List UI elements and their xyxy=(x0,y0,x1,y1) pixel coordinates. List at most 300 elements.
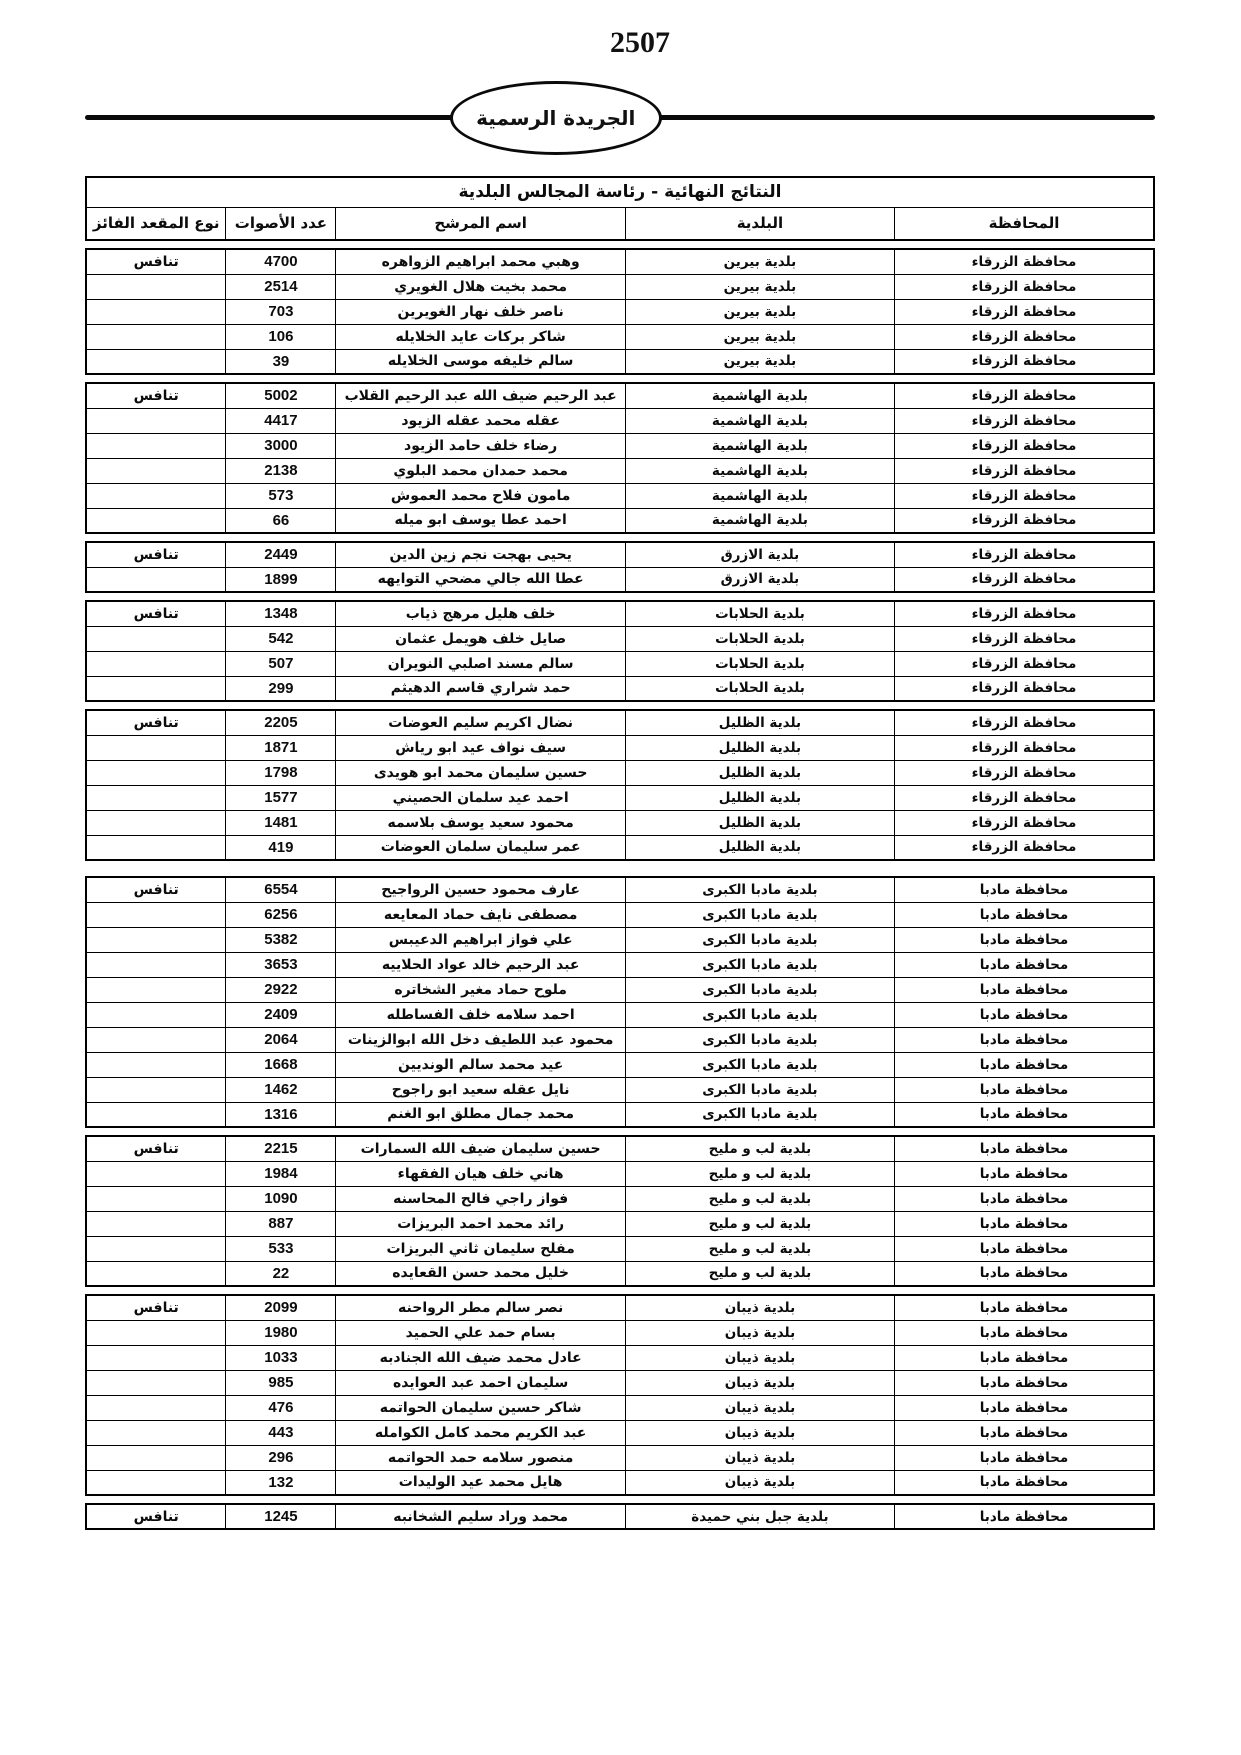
municipality-cell: بلدية مادبا الكبرى xyxy=(625,1002,894,1027)
municipality-group xyxy=(85,600,1155,702)
candidate-cell: محمود سعيد يوسف بلاسمه xyxy=(336,810,625,835)
result-row xyxy=(86,676,1154,701)
governorate-cell: محافظة مادبا xyxy=(894,1345,1154,1370)
votes-cell: 22 xyxy=(226,1261,336,1286)
governorate-cell: محافظة مادبا xyxy=(894,1320,1154,1345)
governorate-cell: محافظة الزرقاء xyxy=(894,785,1154,810)
governorate-cell: محافظة مادبا xyxy=(894,1077,1154,1102)
municipality-group xyxy=(85,382,1155,534)
governorate-cell: محافظة الزرقاء xyxy=(894,651,1154,676)
candidate-cell: خلف هليل مرهج ذياب xyxy=(336,601,625,626)
municipality-cell: بلدية الهاشمية xyxy=(625,408,894,433)
seat-type-cell xyxy=(86,1002,226,1027)
governorate-cell: محافظة مادبا xyxy=(894,1420,1154,1445)
result-row xyxy=(86,760,1154,785)
municipality-cell: بلدية الحلابات xyxy=(625,651,894,676)
col-header-governorate: المحافظة xyxy=(894,207,1154,240)
result-row xyxy=(86,483,1154,508)
governorate-cell: محافظة مادبا xyxy=(894,902,1154,927)
governorate-cell: محافظة الزرقاء xyxy=(894,835,1154,860)
votes-cell: 2514 xyxy=(226,274,336,299)
candidate-cell: علي فواز ابراهيم الدعيبس xyxy=(336,927,625,952)
municipality-cell: بلدية لب و مليح xyxy=(625,1186,894,1211)
gazette-title: الجريدة الرسمية xyxy=(476,106,636,130)
municipality-cell: بلدية مادبا الكبرى xyxy=(625,902,894,927)
governorate-cell: محافظة مادبا xyxy=(894,1102,1154,1127)
seat-type-cell xyxy=(86,651,226,676)
seat-type-cell xyxy=(86,1261,226,1286)
result-row xyxy=(86,249,1154,274)
result-row xyxy=(86,1395,1154,1420)
seat-type-cell xyxy=(86,1052,226,1077)
candidate-cell: عيد محمد سالم الونديين xyxy=(336,1052,625,1077)
governorate-cell: محافظة الزرقاء xyxy=(894,274,1154,299)
candidate-cell: نضال اكريم سليم العوضات xyxy=(336,710,625,735)
municipality-group xyxy=(85,1503,1155,1530)
municipality-cell: بلدية الظليل xyxy=(625,785,894,810)
seat-type-cell xyxy=(86,1027,226,1052)
governorate-cell: محافظة الزرقاء xyxy=(894,760,1154,785)
result-row xyxy=(86,1236,1154,1261)
governorate-cell: محافظة مادبا xyxy=(894,1445,1154,1470)
seat-type-cell xyxy=(86,735,226,760)
votes-cell: 2205 xyxy=(226,710,336,735)
municipality-cell: بلدية لب و مليح xyxy=(625,1161,894,1186)
votes-cell: 887 xyxy=(226,1211,336,1236)
governorate-cell: محافظة الزرقاء xyxy=(894,383,1154,408)
candidate-cell: نصر سالم مطر الرواحنه xyxy=(336,1295,625,1320)
governorate-cell: محافظة الزرقاء xyxy=(894,542,1154,567)
votes-cell: 443 xyxy=(226,1420,336,1445)
municipality-cell: بلدية الهاشمية xyxy=(625,433,894,458)
candidate-cell: رائد محمد احمد البريزات xyxy=(336,1211,625,1236)
municipality-cell: بلدية الازرق xyxy=(625,567,894,592)
result-row xyxy=(86,1295,1154,1320)
governorate-cell: محافظة الزرقاء xyxy=(894,324,1154,349)
result-row xyxy=(86,626,1154,651)
seat-type-cell xyxy=(86,1370,226,1395)
votes-cell: 1899 xyxy=(226,567,336,592)
governorate-cell: محافظة الزرقاء xyxy=(894,483,1154,508)
governorate-cell: محافظة الزرقاء xyxy=(894,249,1154,274)
seat-type-cell xyxy=(86,458,226,483)
seat-type-cell xyxy=(86,1186,226,1211)
municipality-cell: بلدية الظليل xyxy=(625,810,894,835)
municipality-cell: بلدية الهاشمية xyxy=(625,383,894,408)
result-row xyxy=(86,710,1154,735)
candidate-cell: احمد سلامه خلف الفساطله xyxy=(336,1002,625,1027)
municipality-cell: بلدية جبل بني حميدة xyxy=(625,1504,894,1529)
result-row xyxy=(86,952,1154,977)
results-header-table xyxy=(85,176,1155,241)
governorate-cell: محافظة مادبا xyxy=(894,1211,1154,1236)
municipality-cell: بلدية ذيبان xyxy=(625,1470,894,1495)
votes-cell: 2064 xyxy=(226,1027,336,1052)
result-row xyxy=(86,1102,1154,1127)
governorate-cell: محافظة الزرقاء xyxy=(894,710,1154,735)
candidate-cell: سالم خليفه موسى الخلايله xyxy=(336,349,625,374)
candidate-cell: سيف نواف عيد ابو رياش xyxy=(336,735,625,760)
votes-cell: 1668 xyxy=(226,1052,336,1077)
municipality-cell: بلدية الظليل xyxy=(625,735,894,760)
candidate-cell: ناصر خلف نهار الغويرين xyxy=(336,299,625,324)
municipality-cell: بلدية لب و مليح xyxy=(625,1211,894,1236)
result-row xyxy=(86,1420,1154,1445)
votes-cell: 1316 xyxy=(226,1102,336,1127)
table-groups xyxy=(85,248,1155,1530)
votes-cell: 299 xyxy=(226,676,336,701)
municipality-cell: بلدية ذيبان xyxy=(625,1320,894,1345)
candidate-cell: محمد جمال مطلق ابو الغنم xyxy=(336,1102,625,1127)
governorate-cell: محافظة مادبا xyxy=(894,1470,1154,1495)
votes-cell: 4417 xyxy=(226,408,336,433)
table-title-row xyxy=(86,177,1154,207)
candidate-cell: عادل محمد ضيف الله الجنادبه xyxy=(336,1345,625,1370)
seat-type-cell xyxy=(86,927,226,952)
gazette-logo xyxy=(450,81,662,155)
governorate-cell: محافظة الزرقاء xyxy=(894,349,1154,374)
municipality-cell: بلدية ذيبان xyxy=(625,1370,894,1395)
candidate-cell: حسين سليمان محمد ابو هويدى xyxy=(336,760,625,785)
votes-cell: 5002 xyxy=(226,383,336,408)
municipality-cell: بلدية مادبا الكبرى xyxy=(625,977,894,1002)
table-title: النتائج النهائية - رئاسة المجالس البلدية xyxy=(86,177,1154,207)
governorate-cell: محافظة مادبا xyxy=(894,1002,1154,1027)
municipality-group xyxy=(85,709,1155,861)
votes-cell: 6256 xyxy=(226,902,336,927)
seat-type-cell: تنافس xyxy=(86,877,226,902)
governorate-cell: محافظة الزرقاء xyxy=(894,408,1154,433)
table-header-row xyxy=(86,207,1154,240)
candidate-cell: عقله محمد عقله الزيود xyxy=(336,408,625,433)
municipality-cell: بلدية بيرين xyxy=(625,299,894,324)
seat-type-cell xyxy=(86,676,226,701)
candidate-cell: عطا الله جالي مضحي التوايهه xyxy=(336,567,625,592)
col-header-candidate: اسم المرشح xyxy=(336,207,625,240)
candidate-cell: بسام حمد علي الحميد xyxy=(336,1320,625,1345)
municipality-group xyxy=(85,1135,1155,1287)
candidate-cell: عبد الكريم محمد كامل الكوامله xyxy=(336,1420,625,1445)
candidate-cell: حمد شراري قاسم الدهيثم xyxy=(336,676,625,701)
col-header-votes: عدد الأصوات xyxy=(226,207,336,240)
governorate-cell: محافظة الزرقاء xyxy=(894,458,1154,483)
governorate-cell: محافظة مادبا xyxy=(894,927,1154,952)
votes-cell: 2099 xyxy=(226,1295,336,1320)
result-row xyxy=(86,1445,1154,1470)
votes-cell: 3000 xyxy=(226,433,336,458)
governorate-cell: محافظة الزرقاء xyxy=(894,601,1154,626)
candidate-cell: عبد الرحيم خالد عواد الحلاييه xyxy=(336,952,625,977)
seat-type-cell xyxy=(86,810,226,835)
result-row xyxy=(86,567,1154,592)
seat-type-cell: تنافس xyxy=(86,710,226,735)
governorate-cell: محافظة الزرقاء xyxy=(894,299,1154,324)
seat-type-cell xyxy=(86,952,226,977)
seat-type-cell xyxy=(86,299,226,324)
municipality-cell: بلدية ذيبان xyxy=(625,1345,894,1370)
seat-type-cell: تنافس xyxy=(86,1504,226,1529)
seat-type-cell: تنافس xyxy=(86,249,226,274)
votes-cell: 5382 xyxy=(226,927,336,952)
result-row xyxy=(86,1027,1154,1052)
votes-cell: 1348 xyxy=(226,601,336,626)
col-header-seat-type: نوع المقعد الفائز xyxy=(86,207,226,240)
governorate-cell: محافظة مادبا xyxy=(894,1504,1154,1529)
candidate-cell: عارف محمود حسين الرواجيح xyxy=(336,877,625,902)
candidate-cell: خليل محمد حسن القعايده xyxy=(336,1261,625,1286)
municipality-cell: بلدية مادبا الكبرى xyxy=(625,1077,894,1102)
municipality-cell: بلدية ذيبان xyxy=(625,1395,894,1420)
municipality-cell: بلدية ذيبان xyxy=(625,1420,894,1445)
votes-cell: 2138 xyxy=(226,458,336,483)
votes-cell: 66 xyxy=(226,508,336,533)
votes-cell: 1798 xyxy=(226,760,336,785)
candidate-cell: مفلح سليمان ثاني البريزات xyxy=(336,1236,625,1261)
result-row xyxy=(86,349,1154,374)
municipality-cell: بلدية الازرق xyxy=(625,542,894,567)
result-row xyxy=(86,542,1154,567)
governorate-cell: محافظة مادبا xyxy=(894,952,1154,977)
governorate-cell: محافظة مادبا xyxy=(894,1027,1154,1052)
result-row xyxy=(86,1504,1154,1529)
governorate-cell: محافظة مادبا xyxy=(894,877,1154,902)
result-row xyxy=(86,383,1154,408)
governorate-cell: محافظة مادبا xyxy=(894,1295,1154,1320)
votes-cell: 1984 xyxy=(226,1161,336,1186)
candidate-cell: مصطفى نايف حماد المعايعه xyxy=(336,902,625,927)
seat-type-cell xyxy=(86,408,226,433)
candidate-cell: صايل خلف هويمل عثمان xyxy=(336,626,625,651)
municipality-cell: بلدية بيرين xyxy=(625,274,894,299)
result-row xyxy=(86,835,1154,860)
municipality-cell: بلدية الحلابات xyxy=(625,626,894,651)
governorate-cell: محافظة الزرقاء xyxy=(894,626,1154,651)
seat-type-cell xyxy=(86,1320,226,1345)
seat-type-cell xyxy=(86,1211,226,1236)
votes-cell: 1871 xyxy=(226,735,336,760)
seat-type-cell xyxy=(86,349,226,374)
municipality-cell: بلدية الحلابات xyxy=(625,676,894,701)
seat-type-cell xyxy=(86,324,226,349)
votes-cell: 1481 xyxy=(226,810,336,835)
candidate-cell: سالم مسند اصلبي النويران xyxy=(336,651,625,676)
result-row xyxy=(86,651,1154,676)
candidate-cell: شاكر حسين سليمان الحواتمه xyxy=(336,1395,625,1420)
result-row xyxy=(86,1077,1154,1102)
candidate-cell: محمد حمدان محمد البلوي xyxy=(336,458,625,483)
governorate-cell: محافظة مادبا xyxy=(894,977,1154,1002)
seat-type-cell xyxy=(86,835,226,860)
result-row xyxy=(86,977,1154,1002)
seat-type-cell xyxy=(86,433,226,458)
votes-cell: 1245 xyxy=(226,1504,336,1529)
municipality-group xyxy=(85,876,1155,1128)
seat-type-cell xyxy=(86,1161,226,1186)
municipality-cell: بلدية لب و مليح xyxy=(625,1236,894,1261)
seat-type-cell xyxy=(86,567,226,592)
result-row xyxy=(86,299,1154,324)
votes-cell: 6554 xyxy=(226,877,336,902)
votes-cell: 3653 xyxy=(226,952,336,977)
votes-cell: 985 xyxy=(226,1370,336,1395)
governorate-cell: محافظة مادبا xyxy=(894,1261,1154,1286)
candidate-cell: مامون فلاح محمد العموش xyxy=(336,483,625,508)
municipality-cell: بلدية مادبا الكبرى xyxy=(625,1027,894,1052)
seat-type-cell xyxy=(86,785,226,810)
municipality-cell: بلدية الظليل xyxy=(625,835,894,860)
votes-cell: 4700 xyxy=(226,249,336,274)
governorate-cell: محافظة الزرقاء xyxy=(894,810,1154,835)
candidate-cell: شاكر بركات عايد الخلايله xyxy=(336,324,625,349)
governorate-cell: محافظة الزرقاء xyxy=(894,567,1154,592)
municipality-cell: بلدية الظليل xyxy=(625,710,894,735)
candidate-cell: يحيى بهجت نجم زين الدين xyxy=(336,542,625,567)
governorate-cell: محافظة مادبا xyxy=(894,1370,1154,1395)
candidate-cell: رضاء خلف حامد الزيود xyxy=(336,433,625,458)
result-row xyxy=(86,785,1154,810)
result-row xyxy=(86,601,1154,626)
municipality-cell: بلدية الظليل xyxy=(625,760,894,785)
seat-type-cell xyxy=(86,902,226,927)
municipality-cell: بلدية الهاشمية xyxy=(625,458,894,483)
col-header-municipality: البلدية xyxy=(625,207,894,240)
result-row xyxy=(86,1320,1154,1345)
municipality-cell: بلدية مادبا الكبرى xyxy=(625,927,894,952)
result-row xyxy=(86,810,1154,835)
municipality-group xyxy=(85,1294,1155,1496)
municipality-cell: بلدية ذيبان xyxy=(625,1295,894,1320)
seat-type-cell xyxy=(86,1102,226,1127)
municipality-cell: بلدية بيرين xyxy=(625,349,894,374)
seat-type-cell xyxy=(86,508,226,533)
municipality-cell: بلدية بيرين xyxy=(625,249,894,274)
seat-type-cell: تنافس xyxy=(86,1295,226,1320)
candidate-cell: عمر سليمان سلمان العوضات xyxy=(336,835,625,860)
candidate-cell: ملوح حماد مغير الشخاتره xyxy=(336,977,625,1002)
result-row xyxy=(86,274,1154,299)
candidate-cell: عبد الرحيم ضيف الله عبد الرحيم القلاب xyxy=(336,383,625,408)
candidate-cell: هايل محمد عيد الوليدات xyxy=(336,1470,625,1495)
votes-cell: 419 xyxy=(226,835,336,860)
result-row xyxy=(86,1345,1154,1370)
seat-type-cell xyxy=(86,760,226,785)
result-row xyxy=(86,735,1154,760)
seat-type-cell xyxy=(86,1236,226,1261)
votes-cell: 1577 xyxy=(226,785,336,810)
candidate-cell: احمد عيد سلمان الحصيني xyxy=(336,785,625,810)
governorate-cell: محافظة مادبا xyxy=(894,1052,1154,1077)
governorate-cell: محافظة الزرقاء xyxy=(894,433,1154,458)
seat-type-cell: تنافس xyxy=(86,1136,226,1161)
seat-type-cell xyxy=(86,626,226,651)
votes-cell: 132 xyxy=(226,1470,336,1495)
seat-type-cell xyxy=(86,1470,226,1495)
municipality-cell: بلدية ذيبان xyxy=(625,1445,894,1470)
page-number: 2507 xyxy=(610,26,670,59)
governorate-cell: محافظة الزرقاء xyxy=(894,508,1154,533)
votes-cell: 507 xyxy=(226,651,336,676)
municipality-cell: بلدية مادبا الكبرى xyxy=(625,877,894,902)
candidate-cell: محمد بخيت هلال الغويري xyxy=(336,274,625,299)
result-row xyxy=(86,1470,1154,1495)
municipality-group xyxy=(85,248,1155,375)
governorate-cell: محافظة مادبا xyxy=(894,1161,1154,1186)
votes-cell: 296 xyxy=(226,1445,336,1470)
result-row xyxy=(86,324,1154,349)
candidate-cell: منصور سلامه حمد الحواتمه xyxy=(336,1445,625,1470)
municipality-cell: بلدية لب و مليح xyxy=(625,1261,894,1286)
seat-type-cell xyxy=(86,483,226,508)
candidate-cell: احمد عطا يوسف ابو ميله xyxy=(336,508,625,533)
municipality-cell: بلدية مادبا الكبرى xyxy=(625,1102,894,1127)
votes-cell: 2409 xyxy=(226,1002,336,1027)
seat-type-cell xyxy=(86,1395,226,1420)
result-row xyxy=(86,1186,1154,1211)
votes-cell: 2449 xyxy=(226,542,336,567)
governorate-cell: محافظة مادبا xyxy=(894,1136,1154,1161)
result-row xyxy=(86,927,1154,952)
result-row xyxy=(86,1002,1154,1027)
result-row xyxy=(86,1052,1154,1077)
seat-type-cell: تنافس xyxy=(86,383,226,408)
seat-type-cell xyxy=(86,1345,226,1370)
municipality-group xyxy=(85,541,1155,593)
votes-cell: 2922 xyxy=(226,977,336,1002)
candidate-cell: سليمان احمد عبد العوايده xyxy=(336,1370,625,1395)
votes-cell: 1090 xyxy=(226,1186,336,1211)
candidate-cell: وهبي محمد ابراهيم الزواهره xyxy=(336,249,625,274)
governorate-cell: محافظة مادبا xyxy=(894,1236,1154,1261)
result-row xyxy=(86,1261,1154,1286)
governorate-cell: محافظة الزرقاء xyxy=(894,676,1154,701)
candidate-cell: هاني خلف هيان الفقهاء xyxy=(336,1161,625,1186)
seat-type-cell xyxy=(86,274,226,299)
result-row xyxy=(86,1370,1154,1395)
votes-cell: 573 xyxy=(226,483,336,508)
municipality-cell: بلدية الحلابات xyxy=(625,601,894,626)
result-row xyxy=(86,458,1154,483)
votes-cell: 1980 xyxy=(226,1320,336,1345)
governorate-cell: محافظة الزرقاء xyxy=(894,735,1154,760)
result-row xyxy=(86,1211,1154,1236)
votes-cell: 39 xyxy=(226,349,336,374)
seat-type-cell xyxy=(86,1420,226,1445)
candidate-cell: حسين سليمان ضيف الله السمارات xyxy=(336,1136,625,1161)
votes-cell: 476 xyxy=(226,1395,336,1420)
seat-type-cell: تنافس xyxy=(86,601,226,626)
votes-cell: 2215 xyxy=(226,1136,336,1161)
municipality-cell: بلدية لب و مليح xyxy=(625,1136,894,1161)
municipality-cell: بلدية مادبا الكبرى xyxy=(625,1052,894,1077)
result-row xyxy=(86,433,1154,458)
municipality-cell: بلدية الهاشمية xyxy=(625,508,894,533)
gazette-masthead xyxy=(85,76,1155,160)
results-section xyxy=(85,176,1155,1530)
result-row xyxy=(86,508,1154,533)
result-row xyxy=(86,1161,1154,1186)
votes-cell: 542 xyxy=(226,626,336,651)
candidate-cell: محمود عبد اللطيف دخل الله ابوالزينات xyxy=(336,1027,625,1052)
result-row xyxy=(86,408,1154,433)
votes-cell: 1462 xyxy=(226,1077,336,1102)
seat-type-cell xyxy=(86,1445,226,1470)
seat-type-cell: تنافس xyxy=(86,542,226,567)
seat-type-cell xyxy=(86,977,226,1002)
votes-cell: 703 xyxy=(226,299,336,324)
candidate-cell: نايل عقله سعيد ابو راجوح xyxy=(336,1077,625,1102)
seat-type-cell xyxy=(86,1077,226,1102)
result-row xyxy=(86,1136,1154,1161)
